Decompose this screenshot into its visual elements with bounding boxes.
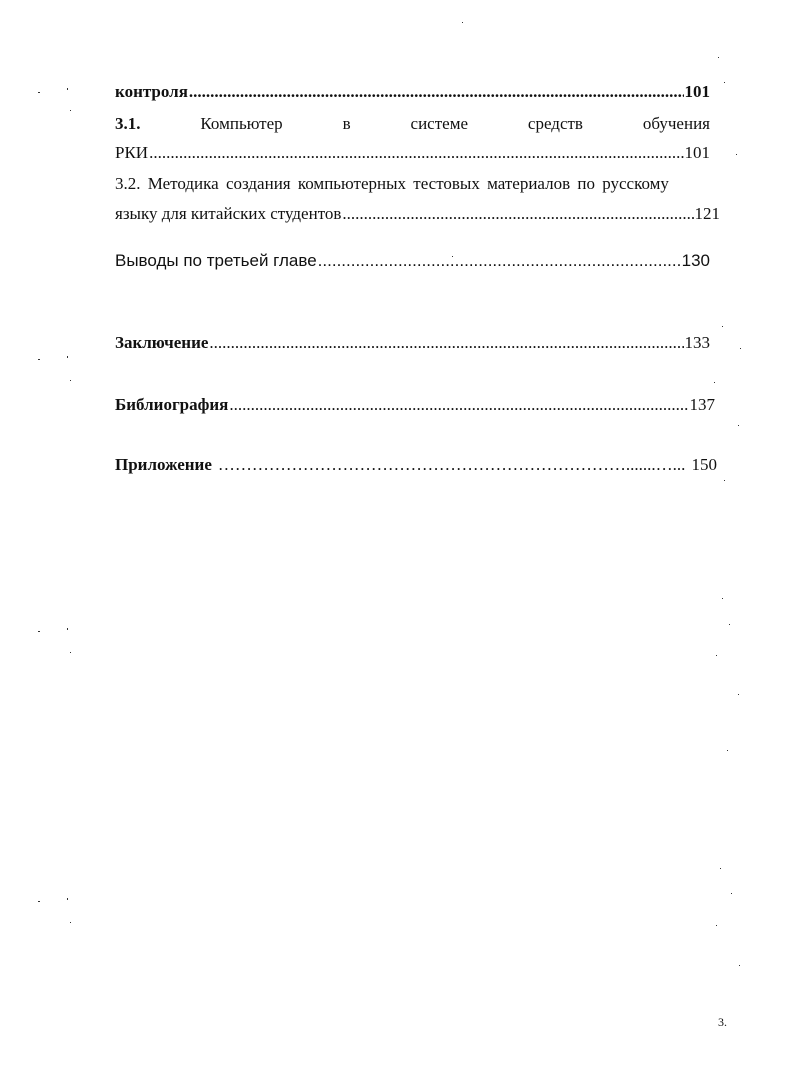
- toc-label: Библиография: [115, 395, 229, 414]
- toc-word: обучения: [642, 114, 710, 133]
- toc-page: 121: [694, 204, 720, 223]
- scan-speck: [70, 652, 71, 653]
- page-number: 3.: [718, 1015, 727, 1029]
- scan-speck: [70, 380, 71, 381]
- toc-word: Компьютер: [200, 114, 283, 133]
- scan-speck: [740, 348, 741, 349]
- scan-speck: [718, 57, 719, 58]
- toc-label: контроля: [115, 82, 188, 101]
- scan-speck: [38, 92, 40, 93]
- scan-speck: [70, 110, 71, 111]
- scan-speck: [38, 359, 40, 360]
- toc-entry-3-1-heading: [115, 114, 710, 134]
- scan-speck: [716, 925, 717, 926]
- toc-page: 130: [681, 251, 710, 270]
- scan-speck: [722, 598, 723, 599]
- scan-speck: [724, 82, 725, 83]
- scan-speck: [738, 425, 739, 426]
- toc-page: 133: [684, 333, 710, 352]
- toc-label: Заключение: [115, 333, 209, 352]
- dot-leader: [342, 204, 693, 224]
- scan-speck: [716, 655, 717, 656]
- scan-speck: [729, 624, 730, 625]
- toc-word: системе: [410, 114, 468, 133]
- toc-page: 101: [684, 82, 710, 101]
- dot-leader: [149, 143, 683, 163]
- toc-page: 150: [691, 455, 717, 474]
- scan-speck: [736, 154, 737, 155]
- scan-speck: [722, 326, 723, 327]
- toc-label: Выводы по третьей главе: [115, 251, 317, 270]
- scan-speck: [67, 628, 68, 630]
- section-number: 3.1.: [115, 114, 141, 133]
- toc-entry-bibliography: [115, 395, 715, 415]
- toc-entry-3-1-continuation: [115, 143, 710, 163]
- scan-speck: [739, 965, 740, 966]
- toc-word: средств: [527, 114, 583, 133]
- toc-entry-control: [115, 82, 710, 102]
- toc-entry-3-2-continuation: [115, 204, 720, 224]
- dot-leader: ……………………………………………………………….......…...: [217, 455, 686, 474]
- toc-entry-3-2-heading: [115, 174, 725, 194]
- toc-page: 101: [684, 143, 710, 162]
- toc-label: Приложение: [115, 455, 212, 474]
- toc-page: 137: [689, 395, 715, 414]
- scan-speck: [67, 356, 68, 358]
- scan-speck: [38, 901, 40, 902]
- dot-leader: [189, 82, 684, 102]
- scan-speck: [724, 480, 725, 481]
- scan-speck: [720, 868, 721, 869]
- toc-label: 3.2. Методика создания компьютерных тестовых материалов по русскому: [115, 174, 669, 193]
- dot-leader: [229, 395, 688, 415]
- toc-entry-appendix: [115, 455, 717, 475]
- toc-entry-conclusions-chapter3: [115, 251, 710, 271]
- toc-word: в: [342, 114, 351, 133]
- scan-speck: [452, 256, 453, 257]
- scan-speck: [67, 898, 68, 900]
- scan-speck: [462, 22, 463, 23]
- scan-speck: [738, 694, 739, 695]
- scan-speck: [731, 893, 732, 894]
- toc-label: языку для китайских студентов: [115, 204, 342, 223]
- scan-speck: [67, 88, 68, 90]
- toc-label: РКИ: [115, 143, 149, 162]
- scan-speck: [70, 922, 71, 923]
- dot-leader: [209, 333, 683, 353]
- scan-speck: [38, 631, 40, 632]
- dot-leader: [318, 251, 681, 271]
- toc-entry-conclusion: [115, 333, 710, 353]
- scan-speck: [727, 750, 728, 751]
- scan-speck: [714, 382, 715, 383]
